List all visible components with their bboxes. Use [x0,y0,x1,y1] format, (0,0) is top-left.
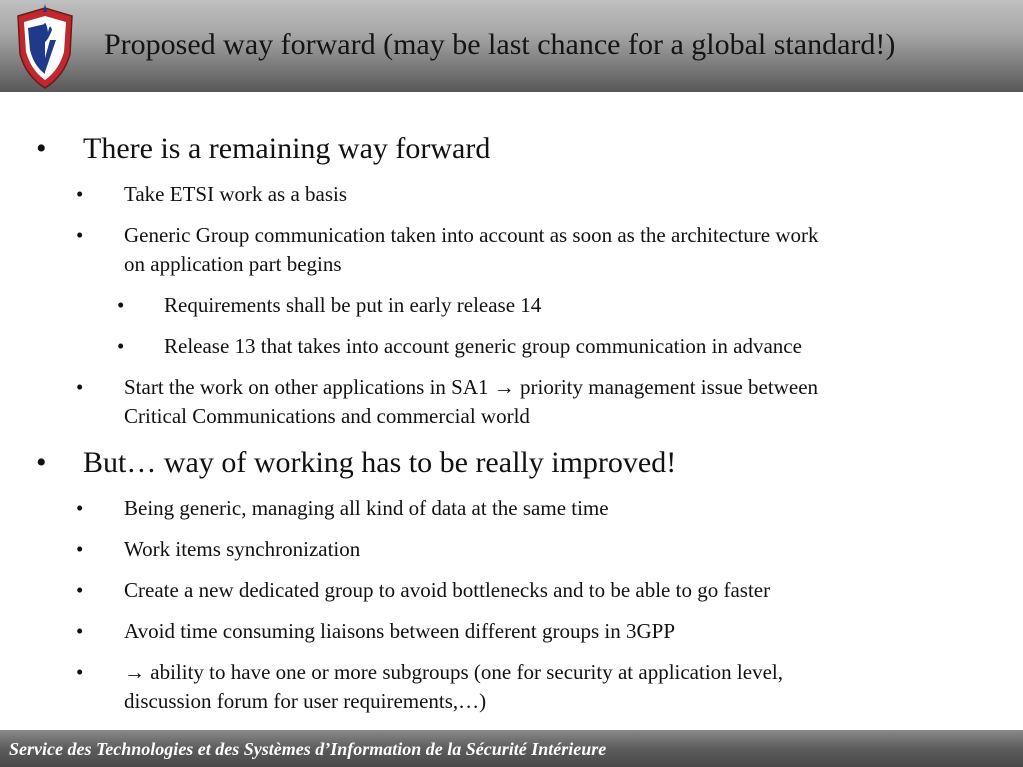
bullet-being-generic: Being generic, managing all kind of data at the same time [124,496,609,520]
bullet-marker: • [76,537,84,561]
bullet-way-of-working: But… way of working has to be really improved! [83,446,677,479]
bullet-generic-group-line1: Generic Group communication taken into account as soon as the architecture work [124,223,819,247]
bullet-work-items-sync: Work items synchronization [124,537,361,561]
bullet-marker: • [36,132,47,165]
bullet-dedicated-group: Create a new dedicated group to avoid bottlenecks and to be able to go faster [124,578,771,602]
bullet-etsi-basis: Take ETSI work as a basis [124,182,348,206]
bullet-remaining-way-forward: There is a remaining way forward [83,132,491,165]
footer-organization: Service des Technologies et des Systèmes d’Information de la Sécurité Intérieure [9,739,607,759]
bullet-marker: • [117,293,125,317]
slide-title: Proposed way forward (may be last chance for a global standard!) [104,28,896,61]
bullet-marker: • [76,660,84,684]
bullet-marker: • [76,182,84,206]
bullet-sa1-work-line2: Critical Communications and commercial world [124,404,530,428]
bullet-marker: • [76,223,84,247]
bullet-subgroups-line2: discussion forum for user requirements,…) [124,689,487,713]
bullet-avoid-liaisons: Avoid time consuming liaisons between different groups in 3GPP [124,619,675,643]
bullet-marker: • [76,578,84,602]
bullet-marker: • [76,619,84,643]
bullet-release13: Release 13 that takes into account generic group communication in advance [164,334,802,358]
bullet-generic-group-line2: on application part begins [124,252,342,276]
bullet-subgroups-line1: → ability to have one or more subgroups (one for security at application level, [124,660,783,684]
bullet-marker: • [76,375,84,399]
bullet-marker: • [117,334,125,358]
bullet-sa1-work-line1: Start the work on other applications in SA1 → priority management issue between [124,375,819,399]
bullet-marker: • [76,496,84,520]
bullet-requirements-release14: Requirements shall be put in early release 14 [164,293,542,317]
bullet-marker: • [36,446,47,479]
slide-footer [0,730,1023,767]
